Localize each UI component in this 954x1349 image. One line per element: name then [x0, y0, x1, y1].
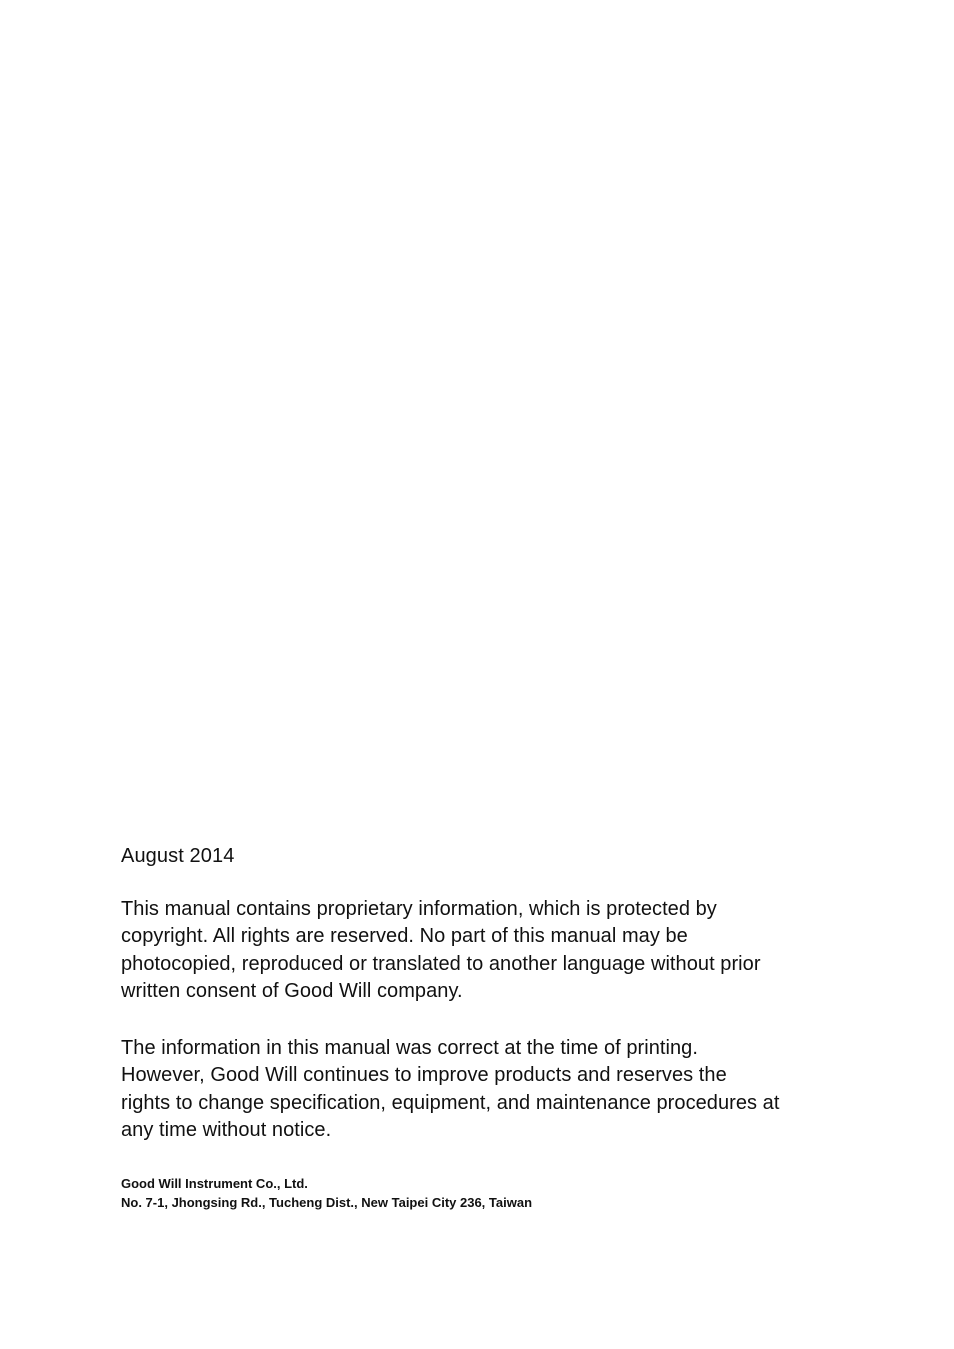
- publication-date: August 2014: [121, 845, 235, 867]
- proprietary-notice: This manual contains proprietary information, which is protected by copyright. All rights are reserved. No part of this manual may be photocopied, reproduced or translated to another language without prior written consent of Good Will company.: [121, 898, 761, 1002]
- company-name: Good Will Instrument Co., Ltd.: [121, 1176, 308, 1192]
- company-address: No. 7-1, Jhongsing Rd., Tucheng Dist., New Taipei City 236, Taiwan: [121, 1195, 533, 1211]
- disclaimer-notice: The information in this manual was correct at the time of printing. However, Good Will continues to improve products and reserves the rights to change specification, equipment, and maintenance procedures at any time without notice.: [121, 1037, 780, 1142]
- copyright-block: [121, 842, 821, 1212]
- company-info: [121, 1174, 821, 1212]
